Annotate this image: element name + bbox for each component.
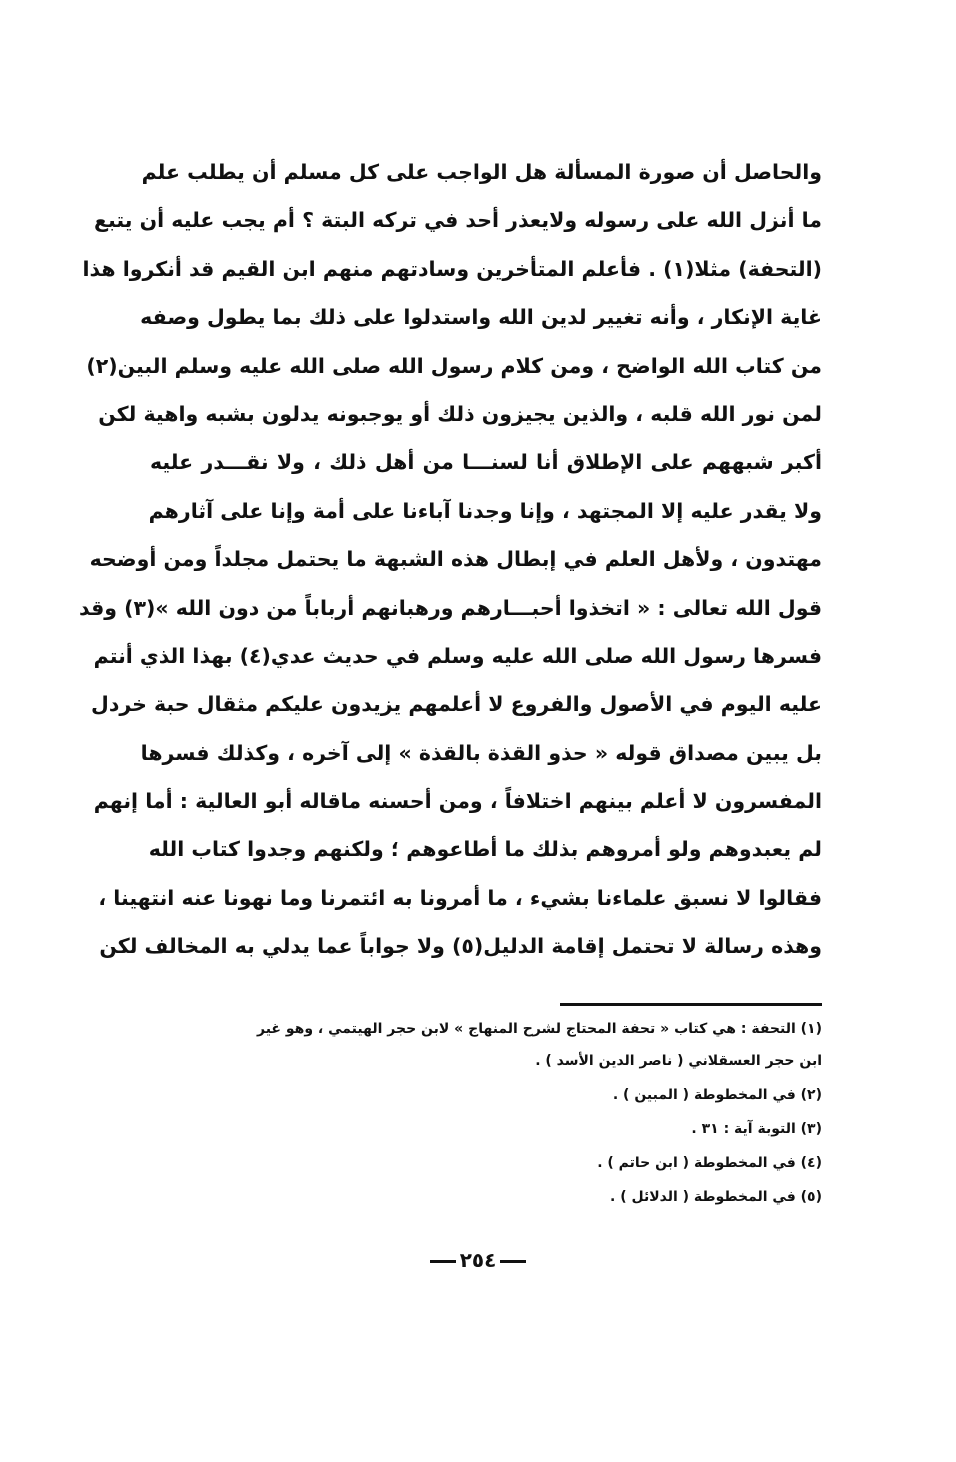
page-number-dash [500,1260,526,1263]
text-line: فسرها رسول الله صلى الله عليه وسلم في حديث عدي(٤) بهذا الذي أنتم [93,643,822,668]
footnote-line: (٢) في المخطوطة ( المبين ) . [612,1087,822,1103]
text-line: غاية الإنكار ، وأنه تغيير لدين الله واستدلوا على ذلك بما يطول وصفه [140,305,822,330]
text-line: وهذه رسالة لا تحتمل إقامة الدليل(٥) ولا جواباً عما يدلي به المخالف لكن [99,934,822,959]
footnote-line: ابن حجر العسقلاني ( ناصر الدين الأسد ) . [535,1053,822,1069]
text-line: قول الله تعالى : « اتخذوا أحبـــارهم ورهبانهم أرباباً من دون الله »(٣) وقد [79,595,822,620]
text-line: لمن نور الله قلبه ، والذين يجيزون ذلك أو يوجبونه يدلون بشبه واهية لكن [98,401,822,426]
page-number [400,1248,556,1272]
text-line: (التحفة) مثلا(١) . فأعلم المتأخرين وسادتهم منهم ابن القيم قد أنكروا هذا [82,256,822,281]
footnotes [257,1014,822,1214]
footnote-divider [560,1003,822,1006]
page-number-value: ٢٥٤ [459,1248,497,1272]
text-line: فقالوا لا نسبق علماءنا بشيء ، ما أمرونا به ائتمرنا وما نهونا عنه انتهينا ، [98,885,822,910]
text-line: ما أنزل الله على رسوله ولايعذر أحد في تركه البتة ؟ أم يجب عليه أن يتبع [94,208,822,233]
footnote-line: (٤) في المخطوطة ( ابن حاتم ) . [597,1155,822,1171]
text-line: من كتاب الله الواضح ، ومن كلام رسول الله صلى الله عليه وسلم البين(٢) [86,353,822,378]
text-line: مهتدون ، ولأهل العلم في إبطال هذه الشبهة ما يحتمل مجلداً ومن أوضحه [89,547,822,572]
text-line: أكبر شبههم على الإطلاق أنا لسنـــا من أهل ذلك ، ولا نقـــدر عليه [150,450,822,475]
text-line: عليه اليوم في الأصول والفروع لا أعلمهم يزيدون عليكم مثقال حبة خردل [91,692,822,717]
text-line: بل يبين مصداق قوله « حذو القذة بالقذة » إلى آخره ، وكذلك فسرها [140,740,822,765]
text-line: ولا يقدر عليه إلا المجتهد ، وإنا وجدنا آباءنا على أمة وإنا على آثارهم [148,498,822,523]
main-text [79,148,822,971]
text-line: والحاصل أن صورة المسألة هل الواجب على كل مسلم أن يطلب علم [141,160,822,184]
text-line: المفسرون لا أعلم بينهم اختلافاً ، ومن أحسنه ماقاله أبو العالية : أما إنهم [93,789,822,814]
footnote-line: (١) التحفة : هي كتاب « تحفة المحتاج لشرح المنهاج » لابن حجر الهيتمي ، وهو غير [257,1021,822,1037]
text-line: لم يعبدوهم ولو أمروهم بذلك ما أطاعوهم ؛ ولكنهم وجدوا كتاب الله [148,837,822,862]
page-number-dash [430,1260,456,1263]
footnote-line: (٥) في المخطوطة ( الدلائل ) . [610,1189,822,1205]
footnote-line: (٣) التوبة آية : ٣١ . [691,1121,822,1137]
